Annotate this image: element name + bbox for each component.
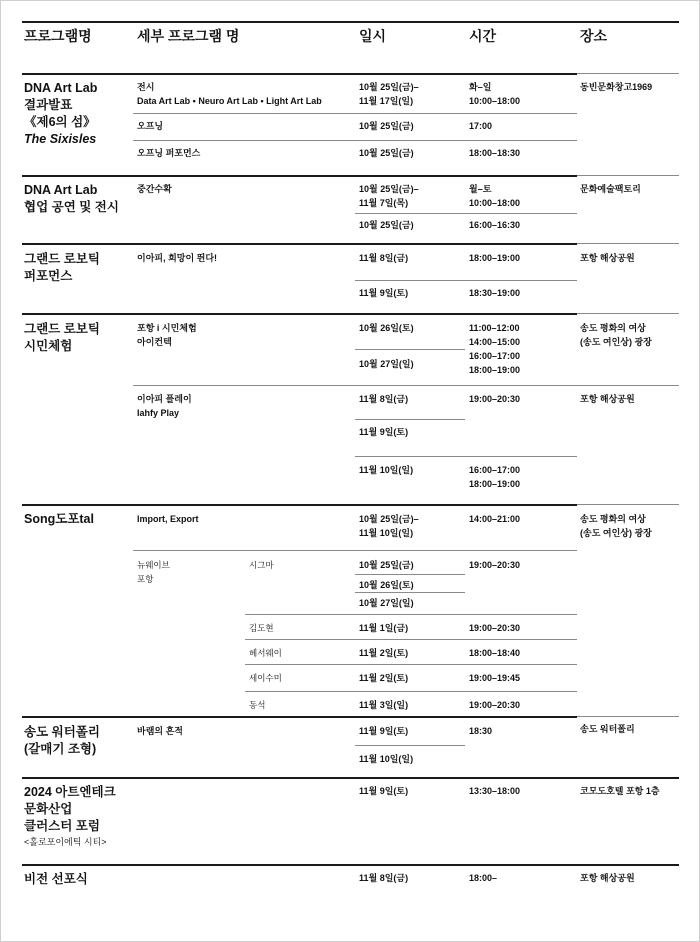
section-rule	[22, 175, 577, 177]
time: 19:00–19:45	[469, 673, 521, 683]
detail-name: 바램의 흔적	[137, 726, 183, 736]
row-rule	[133, 550, 577, 551]
time: 18:00–19:00	[469, 365, 521, 375]
row-rule	[133, 113, 577, 114]
row-rule	[355, 419, 465, 420]
program-name: 그랜드 로보틱	[24, 252, 100, 266]
section-rule	[22, 864, 679, 866]
time: 18:00–18:30	[469, 148, 521, 158]
date: 11월 10일(일)	[359, 754, 414, 764]
place-rule	[577, 243, 679, 244]
date: 10월 27일(일)	[359, 598, 414, 608]
section-rule	[22, 313, 577, 315]
date: 11월 3일(일)	[359, 700, 409, 710]
header-place: 장소	[580, 28, 608, 44]
time: 10:00–18:00	[469, 198, 521, 208]
time: 14:00–21:00	[469, 514, 521, 524]
date: 10월 26일(토)	[359, 580, 414, 590]
detail-name: 오프닝 퍼포먼스	[137, 148, 201, 158]
time: 18:30	[469, 726, 493, 736]
date: 10월 25일(금)	[359, 148, 414, 158]
program-name: 2024 아트엔테크	[24, 785, 116, 799]
detail-name: 이아피 플레이	[137, 394, 192, 404]
date: 11월 9일(토)	[359, 786, 409, 796]
row-rule	[355, 280, 577, 281]
date: 10월 25일(금)	[359, 220, 414, 230]
row-rule	[355, 349, 465, 350]
time: 11:00–12:00	[469, 323, 520, 333]
date: 10월 26일(토)	[359, 323, 414, 333]
row-rule	[355, 745, 465, 746]
program-name: DNA Art Lab	[24, 81, 98, 95]
date: 11월 8일(금)	[359, 873, 409, 883]
section-rule	[22, 243, 577, 245]
time: 16:00–17:00	[469, 351, 521, 361]
detail-name: Import, Export	[137, 514, 199, 524]
header-date: 일시	[359, 28, 387, 44]
header-detail: 세부 프로그램 명	[137, 28, 240, 44]
date: 11월 17일(일)	[359, 96, 414, 106]
time: 19:00–20:30	[469, 560, 521, 570]
date: 10월 27일(일)	[359, 359, 414, 369]
date: 11월 2일(토)	[359, 673, 409, 683]
time: 17:00	[469, 121, 493, 131]
header-time: 시간	[469, 28, 497, 44]
place: 동빈문화창고1969	[580, 82, 653, 92]
time: 18:00–19:00	[469, 479, 521, 489]
program-name: 《제6의 섬》	[24, 115, 96, 129]
date: 10월 25일(금)	[359, 560, 414, 570]
time: 화–일	[469, 82, 492, 92]
date: 11월 1일(금)	[359, 623, 409, 633]
time: 16:00–17:00	[469, 465, 521, 475]
program-name: 비전 선포식	[24, 872, 88, 886]
program-name: 퍼포먼스	[24, 269, 73, 283]
artist-name: 김도현	[249, 623, 274, 633]
time: 19:00–20:30	[469, 394, 521, 404]
row-rule	[245, 639, 577, 640]
detail-name: 포항 i 시민체험	[137, 323, 197, 333]
section-rule	[22, 504, 577, 506]
place: (송도 여인상) 광장	[580, 528, 652, 538]
place: 문화예술팩토리	[580, 184, 641, 194]
program-name: 시민체험	[24, 339, 73, 353]
place: (송도 여인상) 광장	[580, 337, 652, 347]
date: 10월 25일(금)	[359, 121, 414, 131]
row-rule	[133, 385, 679, 386]
time: 14:00–15:00	[469, 337, 521, 347]
detail-name: 이아피, 희망이 뛴다!	[137, 253, 218, 263]
program-name: 결과발표	[24, 98, 73, 112]
detail-name: 아이컨텍	[137, 337, 172, 347]
section-rule	[22, 716, 577, 718]
detail-name: 전시	[137, 82, 155, 92]
place-rule	[577, 504, 679, 505]
place: 포항 해상공원	[580, 253, 635, 263]
header-program: 프로그램명	[24, 28, 92, 44]
place: 송도 평화의 여상	[580, 514, 646, 524]
place-rule	[577, 716, 679, 717]
date: 11월 9일(토)	[359, 427, 409, 437]
row-rule	[245, 614, 577, 615]
place: 포항 해상공원	[580, 873, 635, 883]
detail-name: Iahfy Play	[137, 408, 180, 418]
row-rule	[355, 456, 577, 457]
detail-name: 오프닝	[137, 121, 164, 131]
date: 11월 8일(금)	[359, 394, 409, 404]
date: 10월 25일(금)–	[359, 82, 419, 92]
time: 10:00–18:00	[469, 96, 521, 106]
place-rule	[577, 73, 679, 74]
place: 포항 해상공원	[580, 394, 635, 404]
detail-name: Data Art Lab • Neuro Art Lab • Light Art Lab	[137, 96, 322, 106]
place-rule	[577, 313, 679, 314]
time: 18:00–18:40	[469, 648, 521, 658]
detail-name: 뉴웨이브	[137, 560, 170, 570]
program-name: 클러스터 포럼	[24, 819, 100, 833]
artist-name: 세이수미	[249, 673, 282, 683]
detail-name: 중간수확	[137, 184, 172, 194]
row-rule	[245, 691, 577, 692]
artist-name: 동석	[249, 700, 266, 710]
program-subtitle: <홀로포이에틱 시티>	[24, 837, 107, 847]
time: 18:00–19:00	[469, 253, 521, 263]
place: 코모도호텔 포항 1층	[580, 786, 660, 796]
place: 송도 평화의 여상	[580, 323, 646, 333]
program-name: 협업 공연 및 전시	[24, 200, 119, 214]
row-rule	[355, 592, 465, 593]
row-rule	[133, 140, 577, 141]
time: 19:00–20:30	[469, 623, 521, 633]
date: 11월 9일(토)	[359, 726, 409, 736]
time: 월–토	[469, 184, 492, 194]
time: 13:30–18:00	[469, 786, 521, 796]
row-rule	[355, 574, 465, 575]
time: 16:00–16:30	[469, 220, 521, 230]
detail-name: 포항	[137, 574, 154, 584]
date: 11월 8일(금)	[359, 253, 409, 263]
section-rule	[22, 73, 577, 75]
time: 18:30–19:00	[469, 288, 521, 298]
row-rule	[245, 664, 577, 665]
date: 11월 2일(토)	[359, 648, 409, 658]
time: 19:00–20:30	[469, 700, 521, 710]
date: 11월 7일(목)	[359, 198, 409, 208]
program-name: DNA Art Lab	[24, 183, 98, 197]
program-name: 문화산업	[24, 802, 73, 816]
artist-name: 헤서웨이	[249, 648, 282, 658]
program-name-italic: The Sixisles	[24, 132, 97, 146]
place: 송도 워터폴리	[580, 724, 635, 734]
date: 11월 9일(토)	[359, 288, 409, 298]
place-rule	[577, 175, 679, 176]
top-rule	[22, 21, 679, 23]
date: 10월 25일(금)–	[359, 184, 419, 194]
program-name: 그랜드 로보틱	[24, 322, 100, 336]
row-rule	[355, 213, 577, 214]
date: 11월 10일(일)	[359, 465, 414, 475]
program-name: 송도 워터폴리	[24, 725, 100, 739]
program-name: (갈매기 조형)	[24, 742, 97, 756]
program-name: Song도포tal	[24, 512, 94, 526]
date: 10월 25일(금)–	[359, 514, 419, 524]
section-rule	[22, 777, 679, 779]
date: 11월 10일(일)	[359, 528, 414, 538]
artist-name: 시그마	[249, 560, 274, 570]
time: 18:00–	[469, 873, 498, 883]
